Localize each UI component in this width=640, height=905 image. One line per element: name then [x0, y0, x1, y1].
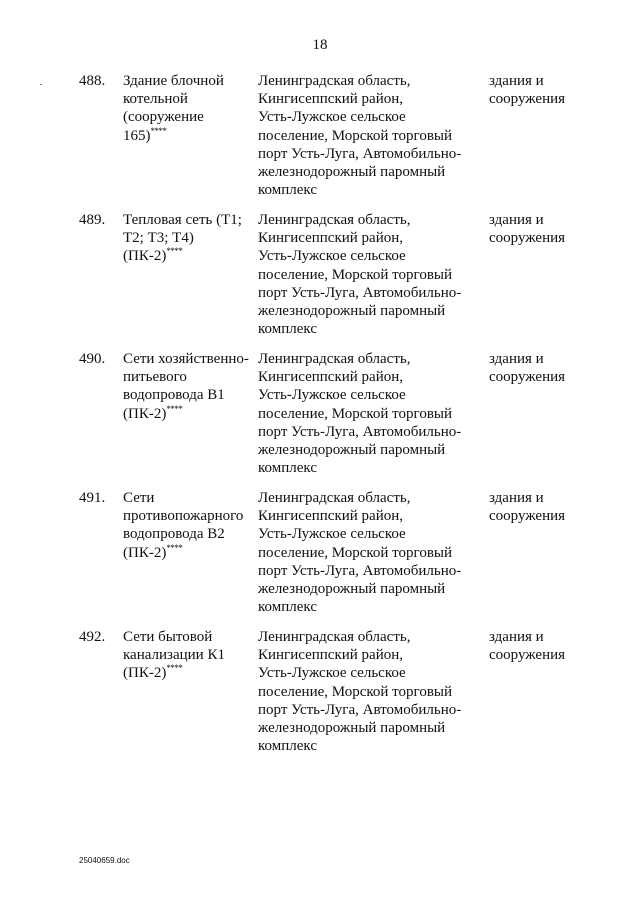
- category-line: здания и: [489, 212, 544, 228]
- name-last-line: [123, 127, 255, 145]
- entry-name: [123, 489, 255, 562]
- entry-number: 490.: [79, 351, 106, 367]
- name-line: Здание блочной: [123, 73, 224, 89]
- footnote-mark: ****: [150, 125, 167, 136]
- location-line: железнодорожный паромный: [258, 720, 446, 737]
- entry-category: [489, 628, 599, 664]
- entry-number: 491.: [79, 490, 106, 506]
- location-line: Ленинградская область,: [258, 629, 411, 645]
- category-line: сооружения: [489, 508, 566, 525]
- location-line: порт Усть-Луга, Автомобильно-: [258, 145, 462, 162]
- category-line: сооружения: [489, 647, 566, 664]
- entry-name: [123, 350, 255, 423]
- location-line: железнодорожный паромный: [258, 303, 446, 320]
- entry-category: [489, 489, 599, 525]
- entry-name: [123, 72, 255, 145]
- location-line: Ленинградская область,: [258, 351, 411, 367]
- name-last: 165): [123, 127, 151, 144]
- name-line: котельной: [123, 91, 188, 108]
- name-line: (сооружение: [123, 109, 204, 126]
- list-item: [0, 489, 640, 628]
- location-line: Ленинградская область,: [258, 212, 411, 228]
- entry-location: [258, 211, 480, 338]
- name-last-line: [123, 405, 255, 423]
- entry-category: [489, 211, 599, 247]
- location-line: Усть-Лужское сельское: [258, 526, 406, 543]
- category-line: сооружения: [489, 230, 566, 247]
- location-line: Усть-Лужское сельское: [258, 248, 406, 265]
- list-item: [0, 350, 640, 489]
- footnote-mark: ****: [166, 403, 183, 414]
- category-line: сооружения: [489, 91, 566, 108]
- category-line: здания и: [489, 351, 544, 367]
- location-line: Ленинградская область,: [258, 73, 411, 89]
- name-last: (ПК-2): [123, 665, 167, 682]
- entry-location: [258, 628, 480, 755]
- list-item: [0, 628, 640, 767]
- location-line: порт Усть-Луга, Автомобильно-: [258, 423, 462, 440]
- name-last: (ПК-2): [123, 405, 167, 422]
- location-line: комплекс: [258, 460, 317, 477]
- name-line: канализации К1: [123, 647, 225, 664]
- name-last: (ПК-2): [123, 544, 167, 561]
- location-line: Усть-Лужское сельское: [258, 665, 406, 682]
- location-line: железнодорожный паромный: [258, 581, 446, 598]
- location-line: Усть-Лужское сельское: [258, 109, 406, 126]
- location-line: железнодорожный паромный: [258, 164, 446, 181]
- footnote-mark: ****: [166, 542, 183, 553]
- name-last-line: [123, 664, 255, 682]
- footnote-mark: ****: [166, 246, 183, 257]
- location-line: комплекс: [258, 321, 317, 338]
- location-line: комплекс: [258, 738, 317, 755]
- page-number: 18: [312, 37, 328, 53]
- location-line: поселение, Морской торговый: [258, 544, 453, 561]
- entries-list: [0, 72, 640, 767]
- category-line: здания и: [489, 629, 544, 645]
- entry-number: 489.: [79, 212, 106, 228]
- name-line: Тепловая сеть (Т1;: [123, 212, 242, 228]
- name-line: питьевого: [123, 369, 187, 386]
- entry-location: [258, 489, 480, 616]
- location-line: поселение, Морской торговый: [258, 127, 453, 144]
- name-line: противопожарного: [123, 508, 244, 525]
- location-line: поселение, Морской торговый: [258, 683, 453, 700]
- location-line: железнодорожный паромный: [258, 442, 446, 459]
- location-line: Усть-Лужское сельское: [258, 387, 406, 404]
- location-line: комплекс: [258, 182, 317, 199]
- name-line: водопровода В2: [123, 526, 225, 543]
- entry-location: [258, 72, 480, 199]
- footnote-mark: ****: [166, 663, 183, 674]
- location-line: поселение, Морской торговый: [258, 266, 453, 283]
- location-line: Кингисеппский район,: [258, 647, 404, 664]
- location-line: порт Усть-Луга, Автомобильно-: [258, 701, 462, 718]
- entry-category: [489, 72, 599, 108]
- category-line: сооружения: [489, 369, 566, 386]
- entry-category: [489, 350, 599, 386]
- location-line: Кингисеппский район,: [258, 508, 404, 525]
- name-line: Сети: [123, 490, 155, 506]
- entry-name: [123, 628, 255, 683]
- entry-location: [258, 350, 480, 477]
- location-line: комплекс: [258, 599, 317, 616]
- entry-number: 492.: [79, 629, 106, 645]
- name-last-line: [123, 247, 255, 265]
- category-line: здания и: [489, 490, 544, 506]
- name-last: (ПК-2): [123, 248, 167, 265]
- location-line: Кингисеппский район,: [258, 91, 404, 108]
- name-last-line: [123, 544, 255, 562]
- name-line: водопровода В1: [123, 387, 225, 404]
- location-line: поселение, Морской торговый: [258, 405, 453, 422]
- location-line: порт Усть-Луга, Автомобильно-: [258, 562, 462, 579]
- entry-name: [123, 211, 255, 266]
- location-line: Кингисеппский район,: [258, 369, 404, 386]
- category-line: здания и: [489, 73, 544, 89]
- location-line: Кингисеппский район,: [258, 230, 404, 247]
- list-item: [0, 211, 640, 350]
- list-item: [0, 72, 640, 211]
- name-line: Сети хозяйственно-: [123, 351, 249, 367]
- name-line: Сети бытовой: [123, 629, 213, 645]
- location-line: Ленинградская область,: [258, 490, 411, 506]
- entry-number: 488.: [79, 73, 106, 89]
- location-line: порт Усть-Луга, Автомобильно-: [258, 284, 462, 301]
- name-line: Т2; Т3; Т4): [123, 230, 194, 247]
- file-name-footer: 25040659.doc: [79, 856, 130, 865]
